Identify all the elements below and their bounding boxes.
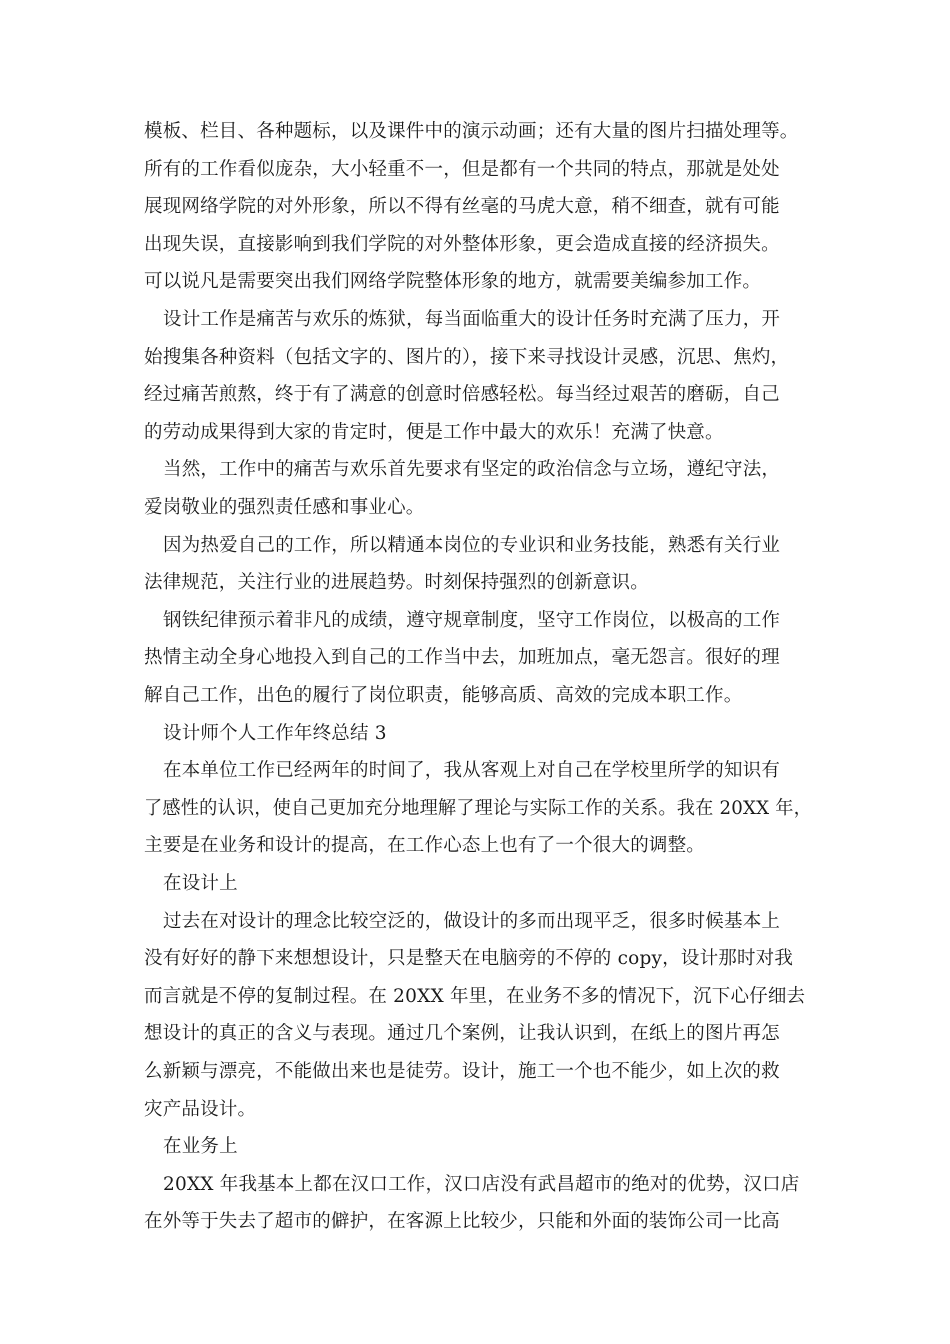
text-line: 解自己工作，出色的履行了岗位职责，能够高质、高效的完成本职工作。	[144, 685, 743, 706]
text-line: 了感性的认识，使自己更加充分地理解了理论与实际工作的关系。我在 20XX 年，	[144, 798, 812, 819]
text-line: 而言就是不停的复制过程。在 20XX 年里，在业务不多的情况下，沉下心仔细去	[144, 986, 806, 1007]
text-line: 主要是在业务和设计的提高，在工作心态上也有了一个很大的调整。	[144, 835, 706, 856]
section-heading: 设计师个人工作年终总结 3	[163, 723, 387, 744]
text-line: 因为热爱自己的工作，所以精通本岗位的专业识和业务技能，熟悉有关行业	[163, 535, 781, 556]
text-line: 20XX 年我基本上都在汉口工作，汉口店没有武昌超市的绝对的优势，汉口店	[163, 1174, 800, 1195]
text-line: 所有的工作看似庞杂，大小轻重不一，但是都有一个共同的特点，那就是处处	[144, 159, 780, 180]
text-line: 经过痛苦煎熬，终于有了满意的创意时倍感轻松。每当经过艰苦的磨砺，自己	[144, 384, 780, 405]
text-line: 可以说凡是需要突出我们网络学院整体形象的地方，就需要美编参加工作。	[144, 271, 762, 292]
text-line: 展现网络学院的对外形象，所以不得有丝毫的马虎大意，稍不细查，就有可能	[144, 196, 780, 217]
text-line: 的劳动成果得到大家的肯定时，便是工作中最大的欢乐！充满了快意。	[144, 422, 724, 443]
text-line: 法律规范，关注行业的进展趋势。时刻保持强烈的创新意识。	[144, 572, 649, 593]
text-line: 爱岗敬业的强烈责任感和事业心。	[144, 497, 425, 518]
text-line: 热情主动全身心地投入到自己的工作当中去，加班加点，毫无怨言。很好的理	[144, 647, 780, 668]
text-line: 始搜集各种资料（包括文字的、图片的），接下来寻找设计灵感，沉思、焦灼，	[144, 347, 790, 368]
text-line: 在本单位工作已经两年的时间了，我从客观上对自己在学校里所学的知识有	[163, 760, 781, 781]
text-line: 想设计的真正的含义与表现。通过几个案例，让我认识到，在纸上的图片再怎	[144, 1023, 780, 1044]
subsection-heading: 在业务上	[163, 1136, 238, 1157]
text-line: 么新颖与漂亮，不能做出来也是徒劳。设计，施工一个也不能少，如上次的救	[144, 1061, 780, 1082]
text-line: 钢铁纪律预示着非凡的成绩，遵守规章制度，坚守工作岗位，以极高的工作	[163, 610, 781, 631]
subsection-heading: 在设计上	[163, 873, 238, 894]
text-line: 没有好好的静下来想想设计，只是整天在电脑旁的不停的 copy，设计那时对我	[144, 948, 794, 969]
text-line: 模板、栏目、各种题标，以及课件中的演示动画；还有大量的图片扫描处理等。	[144, 121, 799, 142]
text-line: 出现失误，直接影响到我们学院的对外整体形象，更会造成直接的经济损失。	[144, 234, 780, 255]
text-line: 灾产品设计。	[144, 1099, 257, 1120]
text-line: 设计工作是痛苦与欢乐的炼狱，每当面临重大的设计任务时充满了压力，开	[163, 309, 781, 330]
text-line: 过去在对设计的理念比较空泛的，做设计的多而出现平乏，很多时候基本上	[163, 911, 781, 932]
text-line: 当然，工作中的痛苦与欢乐首先要求有坚定的政治信念与立场，遵纪守法，	[163, 459, 781, 480]
text-line: 在外等于失去了超市的僻护，在客源上比较少，只能和外面的装饰公司一比高	[144, 1211, 780, 1232]
